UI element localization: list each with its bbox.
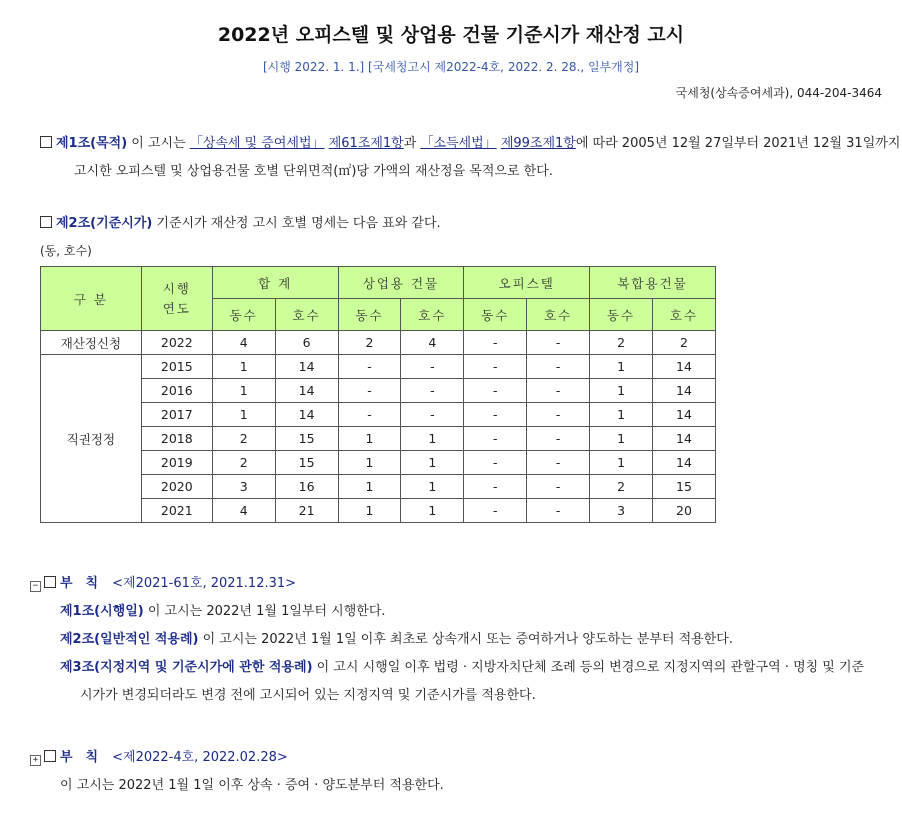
cell: - [464, 379, 527, 403]
cell: 14 [275, 403, 338, 427]
supplement-1-article-2 [30, 626, 864, 654]
cell: 1 [401, 475, 464, 499]
cell: 2019 [141, 451, 212, 475]
cell: - [527, 427, 590, 451]
subheader-ho: 호수 [275, 299, 338, 331]
link-inheritance-tax-act[interactable]: 「상속세 및 증여세법」 [189, 136, 325, 151]
cell: 1 [338, 499, 401, 523]
article-1-text-c: 과 [403, 136, 421, 151]
cell: - [527, 331, 590, 355]
cell: 2 [590, 475, 653, 499]
cell: 20 [653, 499, 716, 523]
s1-a1-text: 이 고시는 2022년 1월 1일부터 시행한다. [143, 604, 386, 619]
cell: 14 [653, 427, 716, 451]
cell: 2022 [141, 331, 212, 355]
table-row [41, 331, 716, 355]
building-count-table [40, 266, 716, 523]
cell: 2 [653, 331, 716, 355]
table-row [41, 475, 716, 499]
cell: 2015 [141, 355, 212, 379]
cell: 1 [590, 379, 653, 403]
cell: 2 [590, 331, 653, 355]
table-row [41, 499, 716, 523]
table-row [41, 427, 716, 451]
cell: 3 [212, 475, 275, 499]
contact-info: 국세청(상속증여세과), 044-204-3464 [675, 86, 882, 100]
subheader-dong: 동수 [212, 299, 275, 331]
cell: - [464, 331, 527, 355]
article-1-checkbox[interactable] [40, 136, 52, 148]
cell: 14 [275, 379, 338, 403]
supplement-1-title: 부 칙 [60, 576, 99, 591]
cell: 1 [590, 355, 653, 379]
cell: - [401, 355, 464, 379]
table-row [41, 355, 716, 379]
supplement-1-checkbox[interactable] [44, 576, 56, 588]
cell: 2 [212, 451, 275, 475]
cell: - [527, 475, 590, 499]
cell: - [464, 451, 527, 475]
supplement-2-title: 부 칙 [60, 750, 99, 765]
header-officetel: 오피스텔 [464, 267, 590, 299]
cell: - [338, 403, 401, 427]
cell: 21 [275, 499, 338, 523]
supplement-2-checkbox[interactable] [44, 750, 56, 762]
article-2-title: 제2조(기준시가) [56, 216, 153, 231]
cell: - [464, 355, 527, 379]
cell: 1 [590, 427, 653, 451]
cell: 15 [653, 475, 716, 499]
header-category: 구 분 [41, 267, 142, 331]
cell: 2 [212, 427, 275, 451]
cell: 1 [401, 427, 464, 451]
table-row [41, 379, 716, 403]
cell: 4 [212, 331, 275, 355]
cell: 14 [653, 451, 716, 475]
cell: 4 [212, 499, 275, 523]
cell: 15 [275, 451, 338, 475]
header-commercial: 상업용 건물 [338, 267, 464, 299]
s1-a3-text: 이 고시 시행일 이후 법령 · 지방자치단체 조례 등의 변경으로 지정지역의 관할구역 · 명칭 및 기준 [312, 660, 865, 675]
article-1 [40, 130, 900, 186]
article-2-checkbox[interactable] [40, 216, 52, 228]
cell: 1 [590, 451, 653, 475]
cell: - [527, 355, 590, 379]
supplement-1-article-3 [30, 654, 864, 682]
unit-label: (동, 호수) [40, 244, 92, 258]
cell: - [464, 499, 527, 523]
subheader-dong: 동수 [590, 299, 653, 331]
article-1-text-e: 에 따라 2005년 12월 27일부터 2021년 12월 31일까지 [575, 136, 901, 151]
cell: 2021 [141, 499, 212, 523]
cell: 2017 [141, 403, 212, 427]
cell: 1 [212, 379, 275, 403]
supplement-2-text: 이 고시는 2022년 1월 1일 이후 상속 · 증여 · 양도분부터 적용한다. [60, 778, 444, 793]
cell: 2016 [141, 379, 212, 403]
cell: - [527, 499, 590, 523]
link-income-tax-act[interactable]: 「소득세법」 [420, 136, 497, 151]
table-row [41, 451, 716, 475]
group-ex-officio: 직권정정 [41, 355, 142, 523]
supplement-2-date: <제2022-4호, 2022.02.28> [112, 750, 288, 765]
s1-a3-title: 제3조(지정지역 및 기준시가에 관한 적용례) [60, 660, 313, 675]
supplement-1 [30, 570, 864, 710]
cell: 1 [338, 427, 401, 451]
cell: 1 [338, 475, 401, 499]
article-2-text: 기준시가 재산정 고시 호별 명세는 다음 표와 같다. [152, 216, 441, 231]
cell: - [401, 379, 464, 403]
collapse-icon[interactable]: − [30, 581, 41, 592]
cell: 1 [212, 355, 275, 379]
s1-a1-title: 제1조(시행일) [60, 604, 144, 619]
cell: - [527, 379, 590, 403]
cell: 1 [590, 403, 653, 427]
group-reassessment: 재산정신청 [41, 331, 142, 355]
subheader-ho: 호수 [527, 299, 590, 331]
link-article-99[interactable]: 제99조제1항 [500, 136, 576, 151]
cell: 16 [275, 475, 338, 499]
enforcement-info: [시행 2022. 1. 1.] [국세청고시 제2022-4호, 2022. 2. 28., 일부개정] [262, 60, 640, 74]
supplement-1-article-3-line2: 시가가 변경되더라도 변경 전에 고시되어 있는 지정지역 및 기준시가를 적용한다. [80, 688, 536, 703]
cell: - [527, 451, 590, 475]
supplement-2 [30, 744, 444, 800]
header-year: 시행 연도 [141, 267, 212, 331]
table-row [41, 403, 716, 427]
cell: - [464, 403, 527, 427]
cell: 2018 [141, 427, 212, 451]
header-mixed: 복합용건물 [590, 267, 716, 299]
supplement-1-date: <제2021-61호, 2021.12.31> [112, 576, 297, 591]
cell: 15 [275, 427, 338, 451]
article-2 [40, 210, 441, 238]
cell: - [401, 403, 464, 427]
cell: - [464, 427, 527, 451]
cell: 14 [653, 379, 716, 403]
cell: 14 [653, 403, 716, 427]
cell: 14 [653, 355, 716, 379]
subheader-ho: 호수 [401, 299, 464, 331]
s1-a2-text: 이 고시는 2022년 1월 1일 이후 최초로 상속개시 또는 증여하거나 양도하는 분부터 적용한다. [198, 632, 733, 647]
page-title: 2022년 오피스텔 및 상업용 건물 기준시가 재산정 고시 [217, 24, 685, 46]
subheader-dong: 동수 [464, 299, 527, 331]
expand-icon[interactable]: + [30, 755, 41, 766]
subheader-ho: 호수 [653, 299, 716, 331]
subheader-dong: 동수 [338, 299, 401, 331]
cell: 6 [275, 331, 338, 355]
cell: 4 [401, 331, 464, 355]
article-1-text-a: 이 고시는 [127, 136, 190, 151]
cell: 2020 [141, 475, 212, 499]
cell: - [464, 475, 527, 499]
s1-a2-title: 제2조(일반적인 적용례) [60, 632, 199, 647]
cell: 3 [590, 499, 653, 523]
cell: - [338, 379, 401, 403]
cell: 1 [212, 403, 275, 427]
supplement-1-article-1 [30, 598, 864, 626]
cell: 1 [338, 451, 401, 475]
article-1-line2: 고시한 오피스텔 및 상업용건물 호별 단위면적(㎡)당 가액의 재산정을 목적으로 한다. [74, 164, 553, 179]
cell: 1 [401, 451, 464, 475]
header-total: 합 계 [212, 267, 338, 299]
cell: 1 [401, 499, 464, 523]
article-1-title: 제1조(목적) [56, 136, 128, 151]
link-article-61[interactable]: 제61조제1항 [328, 136, 404, 151]
cell: 2 [338, 331, 401, 355]
cell: - [527, 403, 590, 427]
cell: - [338, 355, 401, 379]
cell: 14 [275, 355, 338, 379]
